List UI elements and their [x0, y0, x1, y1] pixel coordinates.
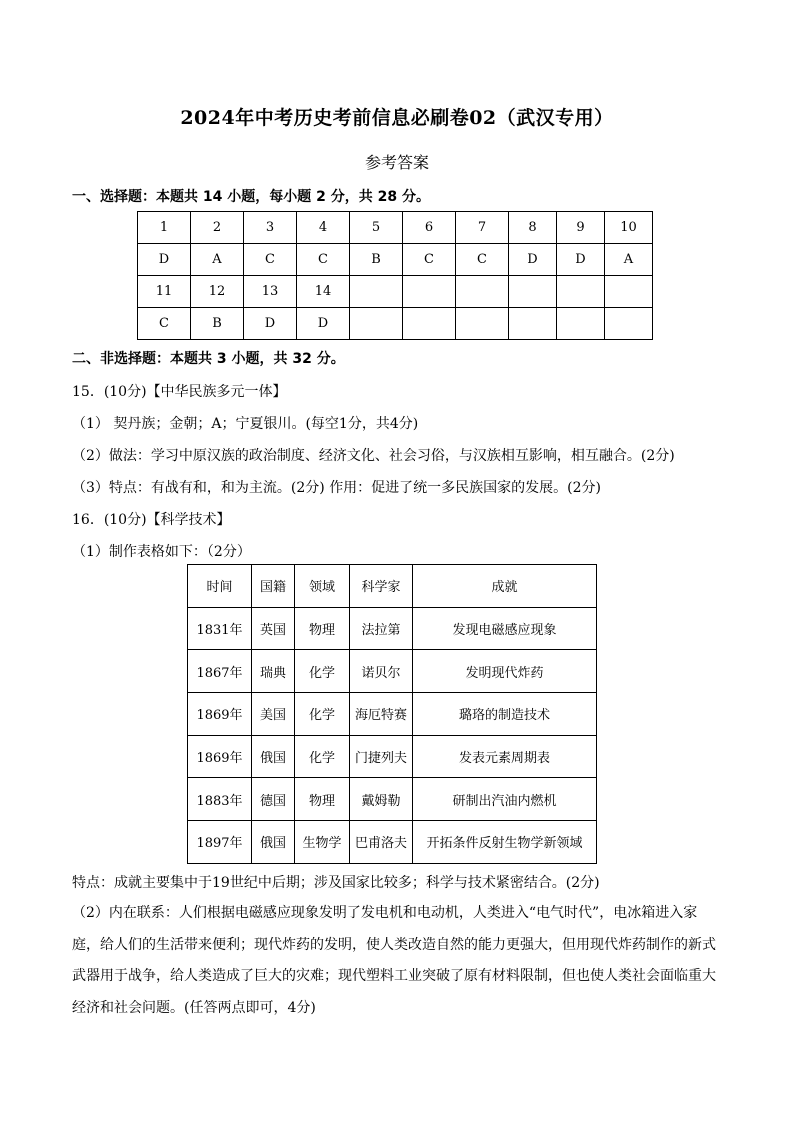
- question-number-cell: 3: [244, 212, 297, 244]
- question-number-cell: 14: [297, 276, 350, 308]
- answer-cell: D: [557, 244, 605, 276]
- answer-cell: [509, 308, 557, 340]
- answer-cell: D: [138, 244, 191, 276]
- answer-cell: D: [244, 308, 297, 340]
- table-row: [188, 607, 597, 650]
- question-number-cell: 9: [557, 212, 605, 244]
- table-cell: 1883年: [188, 778, 252, 821]
- table-cell: 1897年: [188, 821, 252, 864]
- table-cell: 化学: [295, 693, 350, 736]
- table-cell: 1869年: [188, 693, 252, 736]
- table-cell: 巴甫洛夫: [350, 821, 413, 864]
- table-row: [188, 821, 597, 864]
- answer-cell: B: [191, 308, 244, 340]
- question-number-cell: 12: [191, 276, 244, 308]
- table-cell: 诺贝尔: [350, 650, 413, 693]
- answer-row: [138, 244, 653, 276]
- question-number-cell: 13: [244, 276, 297, 308]
- table-cell: 发明现代炸药: [413, 650, 597, 693]
- q15-answer-3: （3）特点：有战有和，和为主流。(2分) 作用：促进了统一多民族国家的发展。(2分): [72, 480, 602, 496]
- column-header: 科学家: [350, 565, 413, 608]
- question-number-cell: [557, 276, 605, 308]
- question-number-row: [138, 276, 653, 308]
- answer-cell: D: [509, 244, 557, 276]
- question-number-cell: 1: [138, 212, 191, 244]
- answer-cell: [557, 308, 605, 340]
- table-cell: 戴姆勒: [350, 778, 413, 821]
- answer-cell: C: [297, 244, 350, 276]
- answer-key-table: [137, 211, 653, 340]
- question-number-cell: 11: [138, 276, 191, 308]
- answer-cell: A: [605, 244, 653, 276]
- table-cell: 门捷列夫: [350, 735, 413, 778]
- table-cell: 法拉第: [350, 607, 413, 650]
- answer-cell: [456, 308, 509, 340]
- answer-row: [138, 308, 653, 340]
- table-cell: 英国: [252, 607, 295, 650]
- table-cell: 研制出汽油内燃机: [413, 778, 597, 821]
- table-cell: 发表元素周期表: [413, 735, 597, 778]
- table-cell: 1831年: [188, 607, 252, 650]
- table-header-row: [188, 565, 597, 608]
- table-row: [188, 650, 597, 693]
- table-cell: 美国: [252, 693, 295, 736]
- answer-cell: [350, 308, 403, 340]
- q16-answer-2: （2）内在联系：人们根据电磁感应现象发明了发电机和电动机，人类进入“电气时代”，电冰箱进入家庭，给人们的生活带来便利；现代炸药的发明，使人类改造自然的能力更强大，但用现代炸药制作的新式武器用于战争，给人类造成了巨大的灾难；现代塑料工业突破了原有材料限制，但也使人类社会面临重大经济和社会问题。(任答两点即可，4分): [72, 905, 716, 1016]
- question-number-cell: [509, 276, 557, 308]
- scientist-achievements-table: [187, 564, 597, 864]
- column-header: 国籍: [252, 565, 295, 608]
- table-cell: 1867年: [188, 650, 252, 693]
- question-number-cell: 10: [605, 212, 653, 244]
- question-number-row: [138, 212, 653, 244]
- question-number-cell: 6: [403, 212, 456, 244]
- question-number-cell: [605, 276, 653, 308]
- table-cell: 德国: [252, 778, 295, 821]
- column-header: 领域: [295, 565, 350, 608]
- answer-cell: C: [456, 244, 509, 276]
- question-number-cell: 4: [297, 212, 350, 244]
- answer-cell: A: [191, 244, 244, 276]
- table-row: [188, 735, 597, 778]
- question-number-cell: 8: [509, 212, 557, 244]
- question-number-cell: 2: [191, 212, 244, 244]
- answer-cell: C: [244, 244, 297, 276]
- table-cell: 1869年: [188, 735, 252, 778]
- answer-cell: D: [297, 308, 350, 340]
- table-cell: 化学: [295, 650, 350, 693]
- table-cell: 瑞典: [252, 650, 295, 693]
- table-cell: 俄国: [252, 735, 295, 778]
- table-cell: 璐珞的制造技术: [413, 693, 597, 736]
- table-cell: 物理: [295, 607, 350, 650]
- table-cell: 开拓条件反射生物学新领域: [413, 821, 597, 864]
- table-cell: 发现电磁感应现象: [413, 607, 597, 650]
- answer-cell: C: [403, 244, 456, 276]
- question-number-cell: 7: [456, 212, 509, 244]
- table-cell: 生物学: [295, 821, 350, 864]
- q15-answer-2: （2）做法：学习中原汉族的政治制度、经济文化、社会习俗，与汉族相互影响，相互融合。(2分): [72, 448, 675, 464]
- question-number-cell: [350, 276, 403, 308]
- table-cell: 化学: [295, 735, 350, 778]
- table-row: [188, 778, 597, 821]
- column-header: 时间: [188, 565, 252, 608]
- answer-cell: [605, 308, 653, 340]
- answer-cell: [403, 308, 456, 340]
- section2-heading: 二、非选择题：本题共 3 小题，共 32 分。: [72, 351, 345, 367]
- column-header: 成就: [413, 565, 597, 608]
- q16-feature: 特点：成就主要集中于19世纪中后期；涉及国家比较多；科学与技术紧密结合。(2分): [72, 875, 600, 891]
- q16-answer-1: （1）制作表格如下：（2分）: [72, 544, 251, 560]
- table-cell: 俄国: [252, 821, 295, 864]
- answer-cell: C: [138, 308, 191, 340]
- q15-answer-1: （1） 契丹族；金朝；A；宁夏银川。(每空1分，共4分): [72, 416, 419, 432]
- question-number-cell: 5: [350, 212, 403, 244]
- q15-heading: 15．(10分)【中华民族多元一体】: [72, 384, 287, 400]
- table-cell: 物理: [295, 778, 350, 821]
- table-row: [188, 693, 597, 736]
- q16-heading: 16．(10分)【科学技术】: [72, 512, 231, 528]
- question-number-cell: [403, 276, 456, 308]
- table-cell: 海厄特赛: [350, 693, 413, 736]
- question-number-cell: [456, 276, 509, 308]
- section1-heading: 一、选择题：本题共 14 小题，每小题 2 分，共 28 分。: [72, 189, 430, 205]
- page-title: 2024年中考历史考前信息必刷卷02（武汉专用）: [180, 107, 614, 129]
- answer-cell: B: [350, 244, 403, 276]
- page-subtitle: 参考答案: [364, 153, 429, 172]
